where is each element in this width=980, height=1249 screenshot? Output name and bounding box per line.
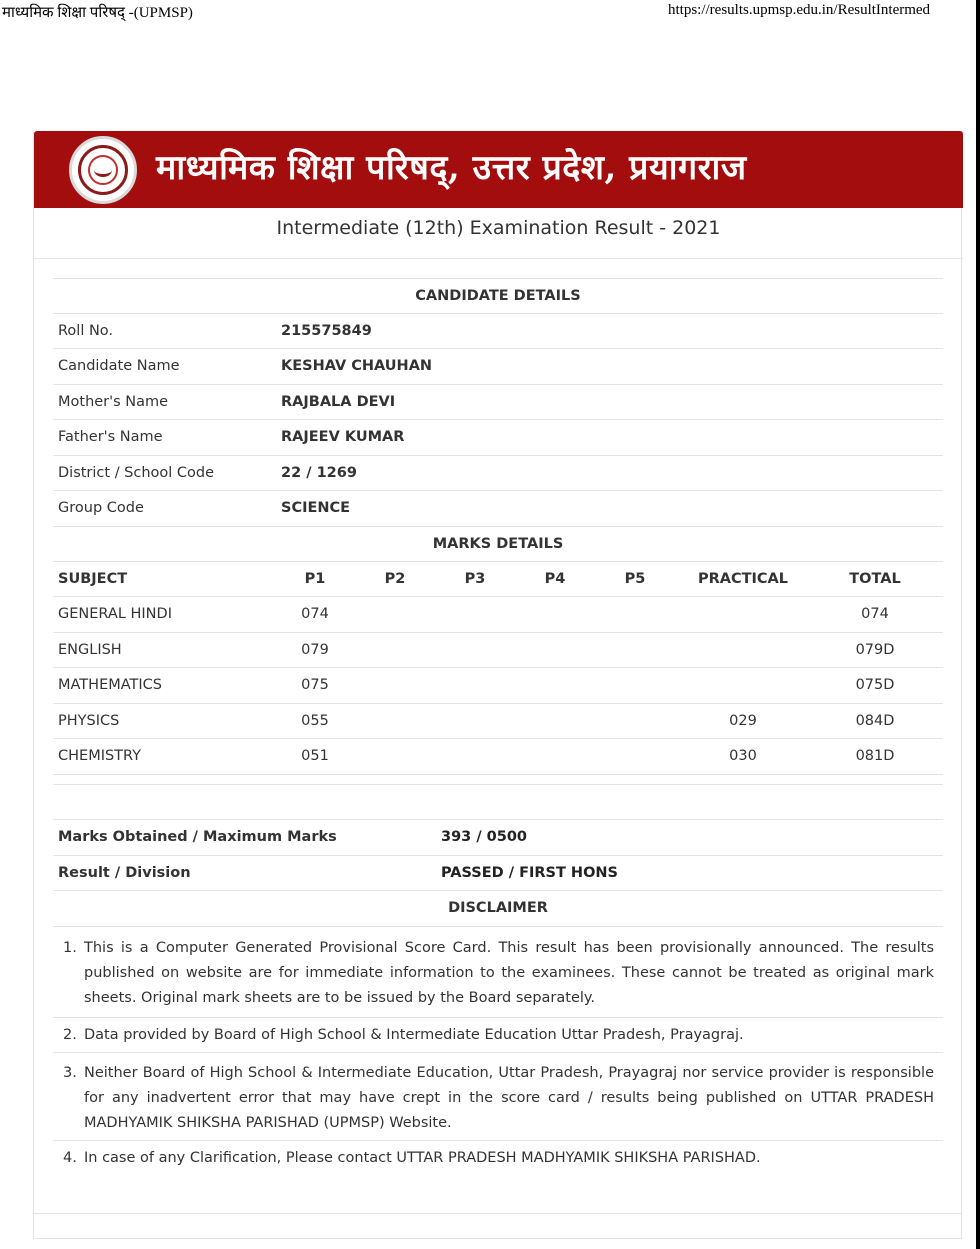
candidate-name-label: Candidate Name <box>58 358 180 374</box>
total-mark: 075D <box>855 677 895 693</box>
subject-name: PHYSICS <box>58 713 120 729</box>
father-name-value: RAJEEV KUMAR <box>281 429 405 445</box>
roll-no-label: Roll No. <box>58 323 114 339</box>
exam-title: Intermediate (12th) Examination Result - 2021 <box>276 217 721 239</box>
marks-row <box>53 667 943 702</box>
candidate-row <box>53 490 943 525</box>
marks-row <box>53 738 943 773</box>
group-code-value: SCIENCE <box>281 500 351 516</box>
disclaimer-text: In case of any Clarification, Please contact UTTAR PRADESH MADHYAMIK SHIKSHA PARISHAD. <box>84 1150 761 1166</box>
candidate-section-title: CANDIDATE DETAILS <box>415 288 581 304</box>
p2-header: P2 <box>384 571 406 587</box>
marks-row <box>53 632 943 667</box>
total-header: TOTAL <box>849 571 901 587</box>
marks-row <box>53 596 943 631</box>
marks-section-title: MARKS DETAILS <box>432 536 564 552</box>
p1-mark: 051 <box>301 748 329 764</box>
disclaimer-number: 2. <box>63 1027 77 1043</box>
disclaimer-item <box>53 926 943 1017</box>
mother-name-label: Mother's Name <box>58 394 169 410</box>
marks-row <box>53 703 943 738</box>
candidate-row <box>53 313 943 348</box>
p1-mark: 074 <box>301 606 329 622</box>
candidate-row <box>53 384 943 419</box>
subject-name: GENERAL HINDI <box>58 606 172 622</box>
disclaimer-number: 3. <box>63 1065 77 1081</box>
marks-obtained-label: Marks Obtained / Maximum Marks <box>58 829 337 845</box>
total-mark: 081D <box>855 748 895 764</box>
p1-mark: 079 <box>301 642 329 658</box>
disclaimer-item <box>53 1140 943 1175</box>
p3-header: P3 <box>464 571 486 587</box>
disclaimer-text: Neither Board of High School & Intermediate Education, Uttar Pradesh, Prayagraj nor service provider is responsible for any inadvertent error that may have crept in the score card / results being published on UTTAR PRADESH MADHYAMIK SHIKSHA PARISHAD (UPMSP) Website. <box>84 1065 934 1131</box>
section-header <box>53 526 943 561</box>
section-header <box>53 890 943 925</box>
p1-header: P1 <box>304 571 326 587</box>
result-division-label: Result / Division <box>58 865 191 881</box>
total-mark: 079D <box>855 642 895 658</box>
summary-row <box>53 855 943 890</box>
print-header <box>0 0 980 22</box>
disclaimer-item <box>53 1017 943 1052</box>
subject-name: ENGLISH <box>58 642 122 658</box>
district-school-label: District / School Code <box>58 465 215 481</box>
divider <box>34 258 963 259</box>
disclaimer-text: Data provided by Board of High School & Intermediate Education Uttar Pradesh, Prayagraj. <box>84 1027 744 1043</box>
print-header-title: माध्यमिक शिक्षा परिषद् -(UPMSP) <box>2 5 193 21</box>
candidate-name-value: KESHAV CHAUHAN <box>281 358 433 374</box>
summary-row <box>53 819 943 854</box>
marks-header-row <box>53 561 943 596</box>
disclaimer-number: 1. <box>63 940 77 956</box>
subject-name: MATHEMATICS <box>58 677 162 693</box>
disclaimer-item <box>53 1052 943 1140</box>
result-division-value: PASSED / FIRST HONS <box>441 865 618 881</box>
disclaimer-number: 4. <box>63 1150 77 1166</box>
subject-name: CHEMISTRY <box>58 748 142 764</box>
divider <box>34 1213 961 1214</box>
disclaimer-title: DISCLAIMER <box>448 900 548 916</box>
total-mark: 074 <box>861 606 889 622</box>
subject-header: SUBJECT <box>58 571 128 587</box>
upmsp-seal-icon <box>69 136 137 204</box>
board-title: माध्यमिक शिक्षा परिषद्, उत्तर प्रदेश, प्रयागराज <box>156 148 747 188</box>
board-banner <box>34 131 963 208</box>
marks-obtained-value: 393 / 0500 <box>441 829 528 845</box>
mother-name-value: RAJBALA DEVI <box>281 394 396 410</box>
candidate-row <box>53 348 943 383</box>
practical-mark: 029 <box>729 713 757 729</box>
practical-header: PRACTICAL <box>697 571 789 587</box>
p1-mark: 055 <box>301 713 329 729</box>
p1-mark: 075 <box>301 677 329 693</box>
district-school-value: 22 / 1269 <box>281 465 357 481</box>
p4-header: P4 <box>544 571 566 587</box>
roll-no-value: 215575849 <box>281 323 372 339</box>
practical-mark: 030 <box>729 748 757 764</box>
total-mark: 084D <box>855 713 895 729</box>
disclaimer-text: This is a Computer Generated Provisional Score Card. This result has been provisionally announced. The results published on website are for immediate information to the examinees. These cannot be treated as original mark sheets. Original mark sheets are to be issued by the Board separately. <box>84 940 934 1006</box>
p5-header: P5 <box>624 571 646 587</box>
candidate-row <box>53 419 943 454</box>
group-code-label: Group Code <box>58 500 144 516</box>
row-divider <box>53 784 943 794</box>
print-header-url[interactable]: https://results.upmsp.edu.in/ResultIntermed <box>668 2 931 18</box>
candidate-row <box>53 455 943 490</box>
result-card <box>33 131 962 1239</box>
father-name-label: Father's Name <box>58 429 163 445</box>
row-divider <box>53 774 943 784</box>
section-header <box>53 278 943 313</box>
page-edge-bar <box>976 0 980 1249</box>
